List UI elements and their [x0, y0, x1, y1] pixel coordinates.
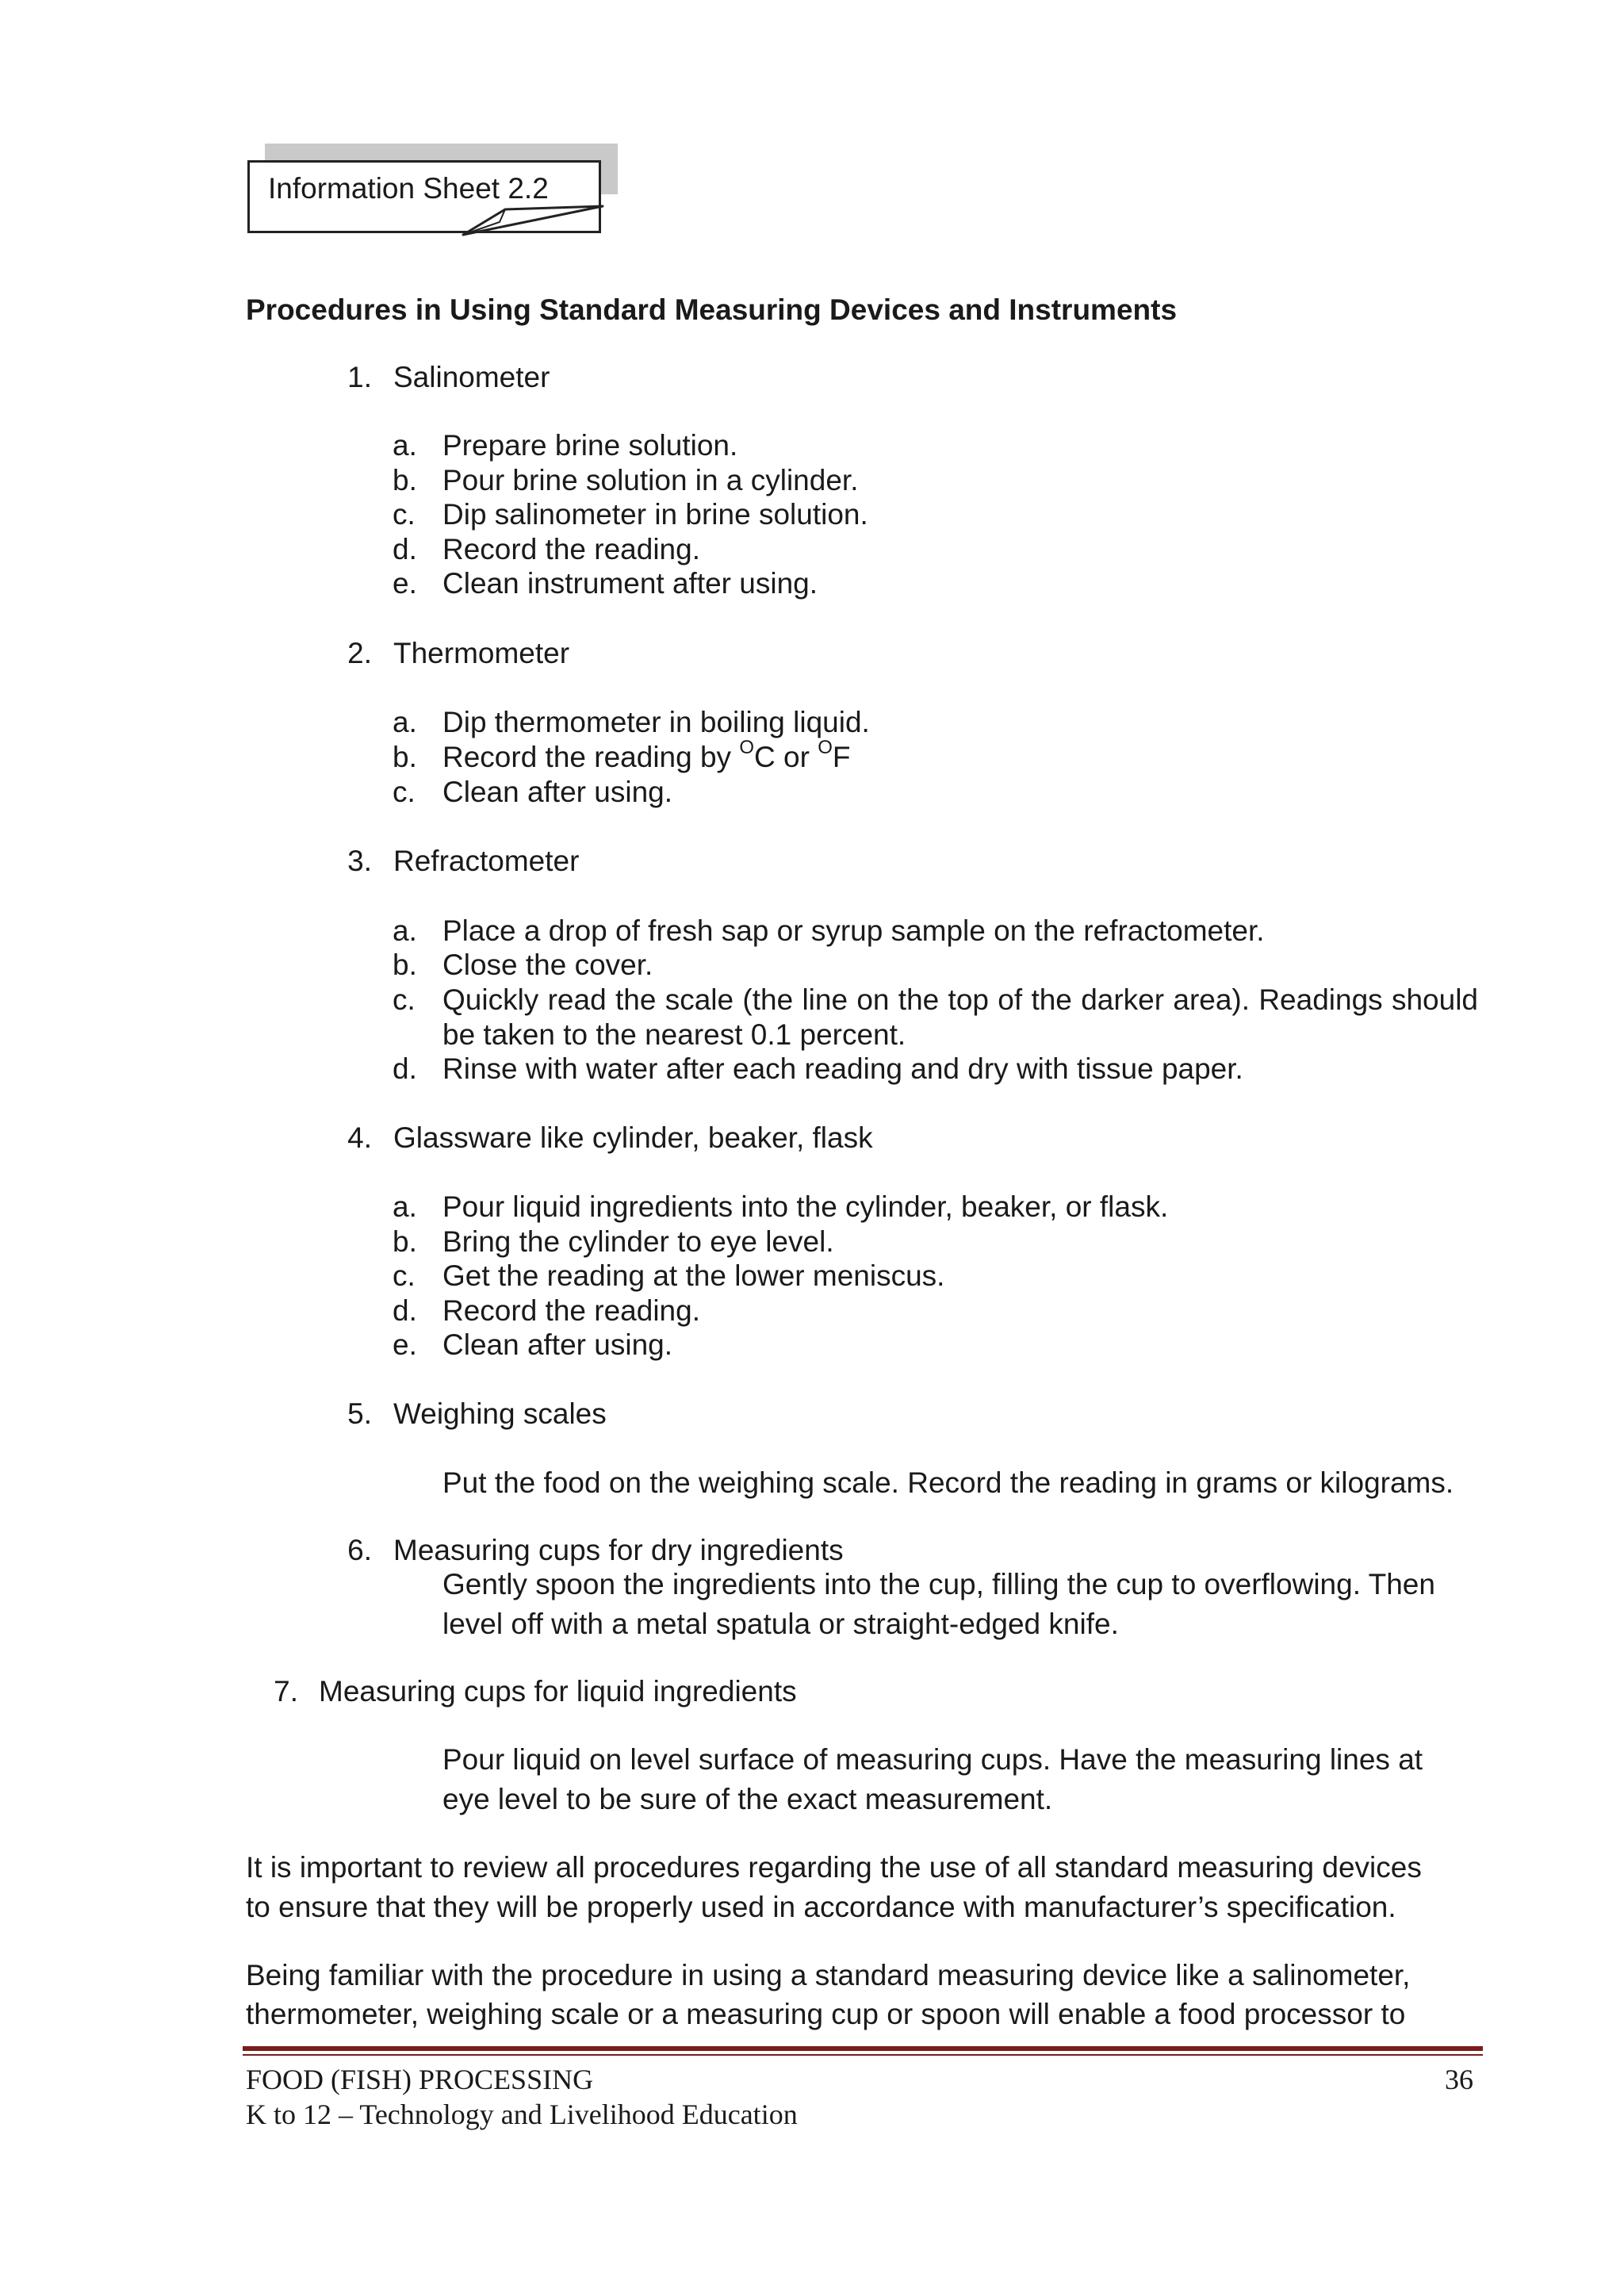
section-number: 6. [347, 1534, 372, 1566]
step-letter: a. [393, 1190, 417, 1223]
section-number: 5. [347, 1397, 372, 1430]
section-number: 2. [347, 637, 372, 669]
step-letter: c. [393, 776, 416, 808]
section-title-refractometer: Refractometer [393, 845, 580, 877]
section-title-dry-cups: Measuring cups for dry ingredients [393, 1534, 844, 1566]
step-text: Get the reading at the lower meniscus. [442, 1259, 945, 1292]
step-text: Prepare brine solution. [442, 429, 738, 462]
step-text: Record the reading. [442, 1294, 700, 1327]
section-title-thermometer: Thermometer [393, 637, 570, 669]
step-letter: b. [393, 1225, 417, 1258]
step-letter: a. [393, 914, 417, 947]
step-text: Record the reading. [442, 533, 700, 565]
footer-divider [243, 2046, 1483, 2051]
step-text: Quickly read the scale (the line on the top of the darker area). Readings should be taken to the nearest 0.1 percent. [442, 983, 1478, 1051]
section-paragraph: Put the food on the weighing scale. Record the reading in grams or kilograms. [442, 1466, 1454, 1499]
step-text: Pour liquid ingredients into the cylinder, beaker, or flask. [442, 1190, 1169, 1223]
step-letter: d. [393, 533, 417, 565]
step-text: Clean after using. [442, 776, 673, 808]
step-text: Clean after using. [442, 1328, 673, 1361]
page-number: 36 [1445, 2064, 1473, 2095]
step-text-temperature-units: Record the reading by $^O$C or $^O$F [442, 736, 851, 773]
section-paragraph-line: eye level to be sure of the exact measurement. [442, 1783, 1053, 1815]
page-title: Procedures in Using Standard Measuring Devices and Instruments [246, 293, 1178, 326]
sheet-label: Information Sheet 2.2 [268, 172, 549, 205]
section-paragraph-line: Gently spoon the ingredients into the cup, filling the cup to overflowing. Then [442, 1568, 1435, 1600]
step-letter: d. [393, 1052, 417, 1085]
step-letter: c. [393, 498, 416, 531]
page-curl-icon [462, 203, 604, 236]
step-text: Clean instrument after using. [442, 567, 818, 600]
step-letter: b. [393, 741, 417, 773]
step-letter: d. [393, 1294, 417, 1327]
footer-subtitle: K to 12 – Technology and Livelihood Education [246, 2099, 798, 2130]
step-letter: b. [393, 464, 417, 496]
step-text: Place a drop of fresh sap or syrup sample on the refractometer. [442, 914, 1265, 947]
step-letter: e. [393, 567, 417, 600]
step-text: Close the cover. [442, 949, 653, 981]
step-letter: a. [393, 429, 417, 462]
step-text: Dip thermometer in boiling liquid. [442, 706, 870, 738]
step-text: Rinse with water after each reading and dry with tissue paper. [442, 1052, 1243, 1085]
degree-superscript: O [818, 736, 833, 758]
step-text: Dip salinometer in brine solution. [442, 498, 868, 531]
step-text: Pour brine solution in a cylinder. [442, 464, 859, 496]
step-letter: a. [393, 706, 417, 738]
section-paragraph-line: Pour liquid on level surface of measuring cups. Have the measuring lines at [442, 1743, 1423, 1776]
step-text: Bring the cylinder to eye level. [442, 1225, 834, 1258]
body-paragraph-line: thermometer, weighing scale or a measuring cup or spoon will enable a food processor to [246, 1998, 1406, 2030]
step-letter: c. [393, 983, 416, 1016]
section-title-salinometer: Salinometer [393, 361, 550, 393]
section-title-liquid-cups: Measuring cups for liquid ingredients [319, 1675, 797, 1708]
section-number: 3. [347, 845, 372, 877]
body-paragraph-line: to ensure that they will be properly used in accordance with manufacturer’s specification. [246, 1891, 1396, 1923]
section-paragraph-line: level off with a metal spatula or straight-edged knife. [442, 1608, 1119, 1640]
section-number: 1. [347, 361, 372, 393]
step-letter: b. [393, 949, 417, 981]
body-paragraph-line: Being familiar with the procedure in using a standard measuring device like a salinometer, [246, 1959, 1411, 1991]
section-title-weighing-scales: Weighing scales [393, 1397, 607, 1430]
body-paragraph-line: It is important to review all procedures regarding the use of all standard measuring devices [246, 1851, 1422, 1884]
step-letter: e. [393, 1328, 417, 1361]
section-title-glassware: Glassware like cylinder, beaker, flask [393, 1121, 873, 1154]
section-number: 4. [347, 1121, 372, 1154]
footer-divider [243, 2054, 1483, 2056]
section-number: 7. [274, 1675, 298, 1708]
step-letter: c. [393, 1259, 416, 1292]
footer-title: FOOD (FISH) PROCESSING [246, 2064, 594, 2095]
degree-superscript: O [739, 736, 755, 758]
